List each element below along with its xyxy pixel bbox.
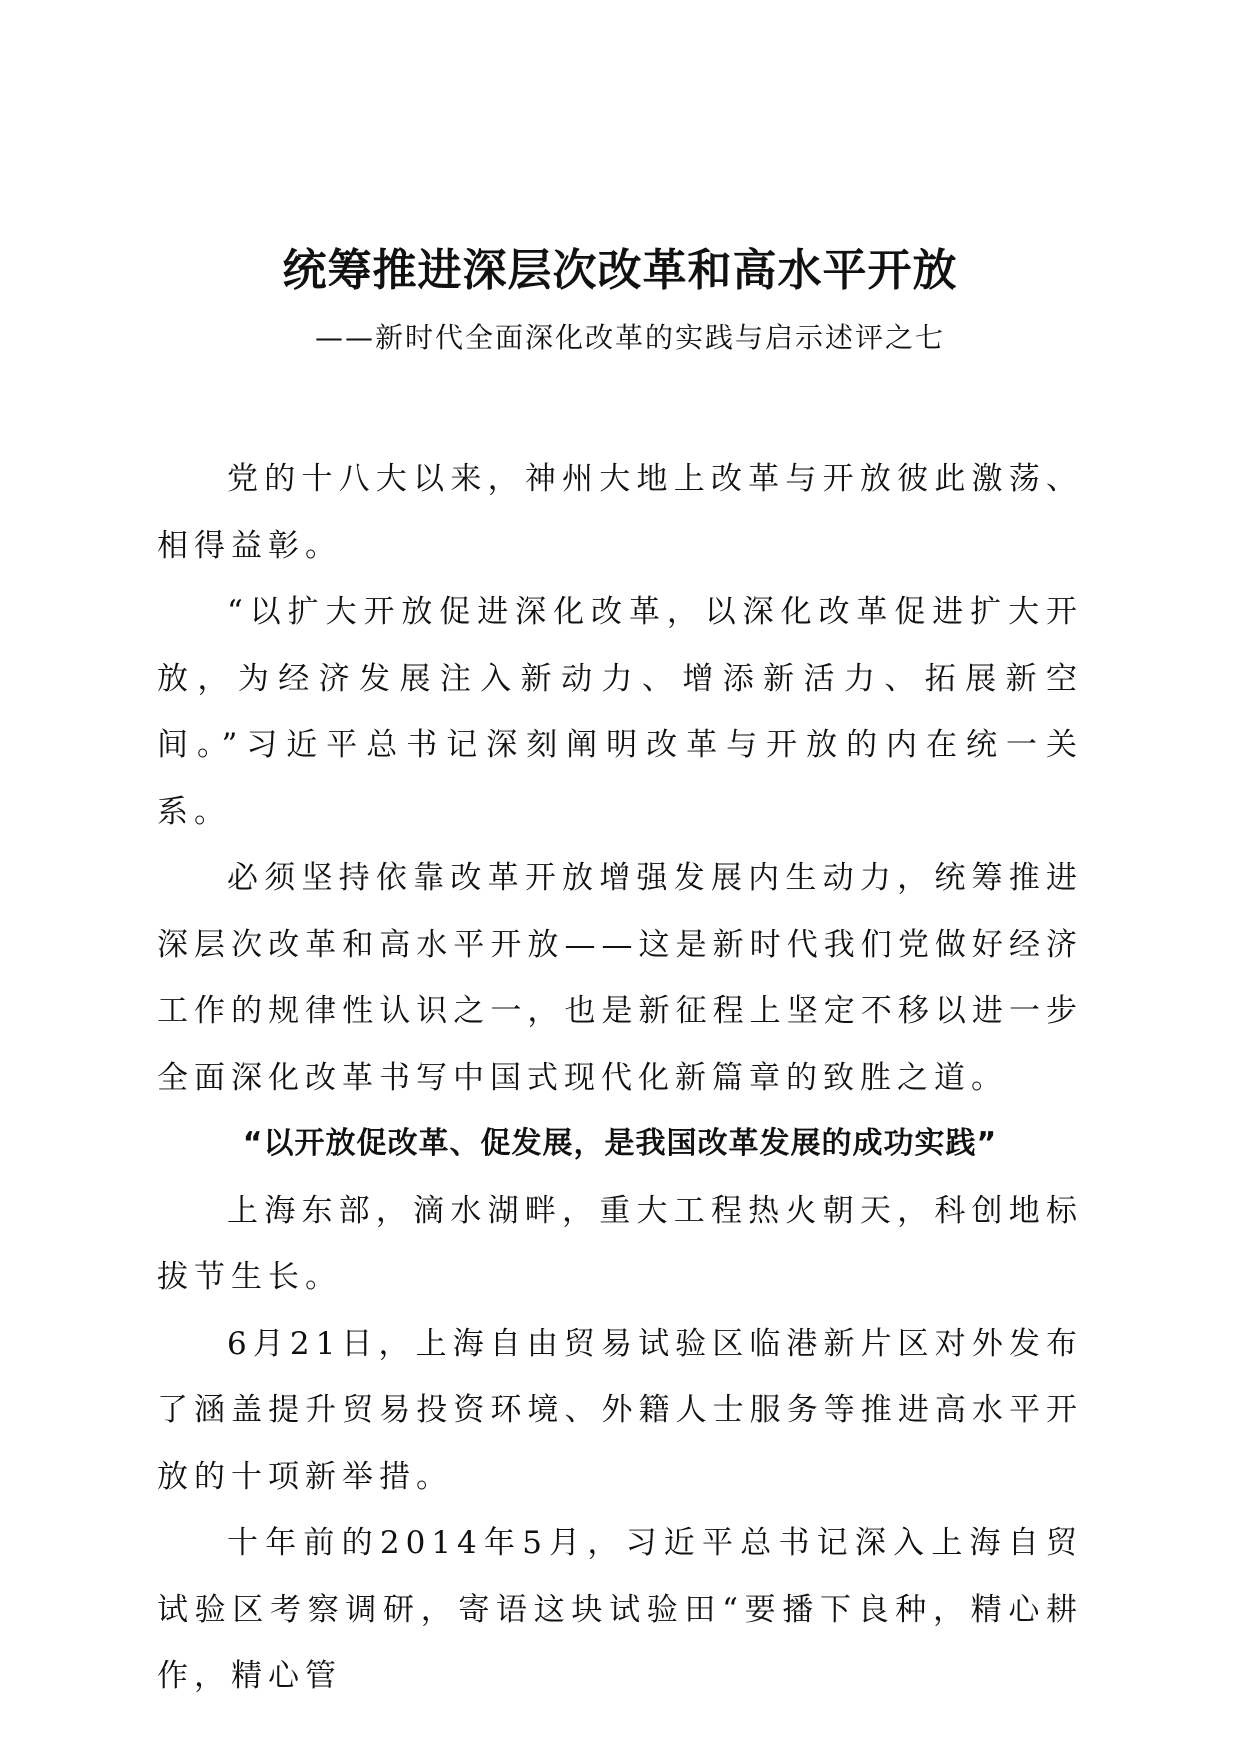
page-subtitle: ——新时代全面深化改革的实践与启示述评之七 — [314, 321, 945, 354]
article-body — [157, 446, 1083, 1710]
paragraph: “以扩大开放促进深化改革，以深化改革促进扩大开放，为经济发展注入新动力、增添新活力、拓展新空间。”习近平总书记深刻阐明改革与开放的内在统一关系。 — [157, 594, 1083, 830]
paragraph: 上海东部，滴水湖畔，重大工程热火朝天，科创地标拔节生长。 — [157, 1192, 1083, 1295]
paragraph: 党的十八大以来，神州大地上改革与开放彼此激荡、相得益彰。 — [157, 461, 1083, 564]
page-title: 统筹推进深层次改革和高水平开放 — [282, 245, 958, 296]
paragraph: 必须坚持依靠改革开放增强发展内生动力，统筹推进深层次改革和高水平开放——这是新时代我们党做好经济工作的规律性认识之一，也是新征程上坚定不移以进一步全面深化改革书写中国式现代化新篇章的致胜之道。 — [157, 860, 1083, 1096]
paragraph: 6月21日，上海自由贸易试验区临港新片区对外发布了涵盖提升贸易投资环境、外籍人士服务等推进高水平开放的十项新举措。 — [157, 1325, 1083, 1495]
paragraph: 十年前的2014年5月，习近平总书记深入上海自贸试验区考察调研，寄语这块试验田“要播下良种，精心耕作，精心管 — [157, 1525, 1083, 1694]
section-heading: “以开放促改革、促发展，是我国改革发展的成功实践” — [242, 1126, 998, 1161]
